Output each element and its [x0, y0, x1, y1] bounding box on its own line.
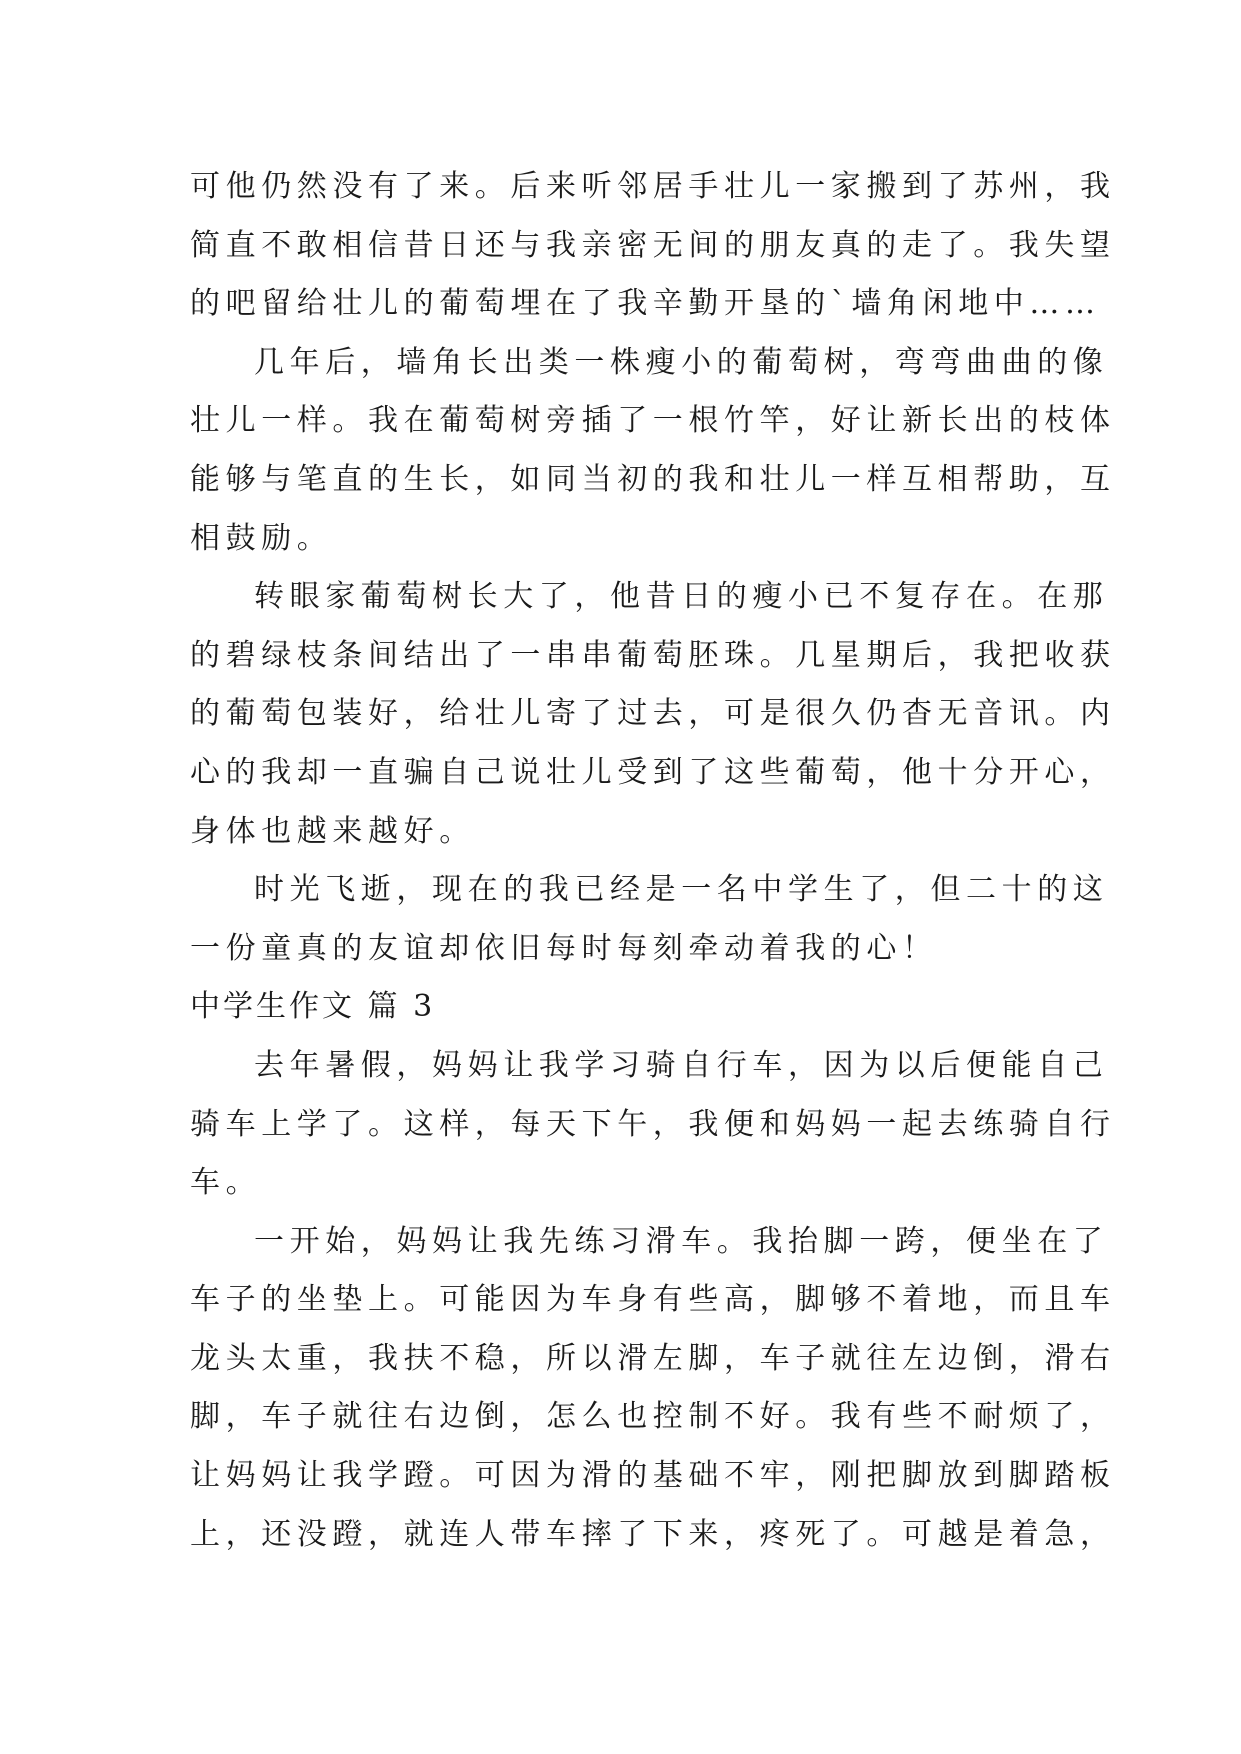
document-body [190, 158, 1116, 1564]
text-line: 转眼家葡萄树长大了，他昔日的瘦小已不复存在。在那 [254, 579, 1109, 615]
text-line: 车子的坐垫上。可能因为车身有些高，脚够不着地，而且车 [190, 1282, 1116, 1318]
text-line: 的葡萄包装好，给壮儿寄了过去，可是很久仍杳无音讯。内 [190, 696, 1116, 732]
text-line: 的吧留给壮儿的葡萄埋在了我辛勤开垦的`墙角闲地中…… [190, 286, 1101, 322]
text-line: 一份童真的友谊却依旧每时每刻牵动着我的心！ [190, 930, 938, 966]
text-line: 去年暑假，妈妈让我学习骑自行车，因为以后便能自己 [254, 1047, 1109, 1083]
text-line: 一开始，妈妈让我先练习滑车。我抬脚一跨，便坐在了 [254, 1223, 1109, 1259]
text-line: 身体也越来越好。 [190, 813, 475, 849]
text-line: 骑车上学了。这样，每天下午，我便和妈妈一起去练骑自行 [190, 1106, 1116, 1142]
text-line: 龙头太重，我扶不稳，所以滑左脚，车子就往左边倒，滑右 [190, 1340, 1116, 1376]
text-line: 可他仍然没有了来。后来听邻居手壮儿一家搬到了苏州，我 [190, 169, 1116, 204]
text-line: 心的我却一直骗自己说壮儿受到了这些葡萄，他十分开心， [190, 754, 1116, 790]
text-line: 能够与笔直的生长，如同当初的我和壮儿一样互相帮助，互 [190, 461, 1116, 497]
text-line: 上，还没蹬，就连人带车摔了下来，疼死了。可越是着急， [190, 1516, 1116, 1552]
text-line: 简直不敢相信昔日还与我亲密无间的朋友真的走了。我失望 [190, 227, 1116, 263]
section-heading: 中学生作文 篇 3 [190, 989, 436, 1025]
text-line: 脚，车子就往右边倒，怎么也控制不好。我有些不耐烦了， [190, 1399, 1116, 1435]
text-line: 时光飞逝，现在的我已经是一名中学生了，但二十的这 [254, 872, 1109, 908]
text-line: 的碧绿枝条间结出了一串串葡萄胚珠。几星期后，我把收获 [190, 637, 1116, 673]
text-line: 车。 [190, 1165, 262, 1201]
text-line: 相鼓励。 [190, 520, 333, 556]
text-line: 几年后，墙角长出类一株瘦小的葡萄树，弯弯曲曲的像 [254, 344, 1109, 380]
text-line: 壮儿一样。我在葡萄树旁插了一根竹竿，好让新长出的枝体 [190, 403, 1116, 439]
text-line: 让妈妈让我学蹬。可因为滑的基础不牢，刚把脚放到脚踏板 [190, 1458, 1116, 1494]
